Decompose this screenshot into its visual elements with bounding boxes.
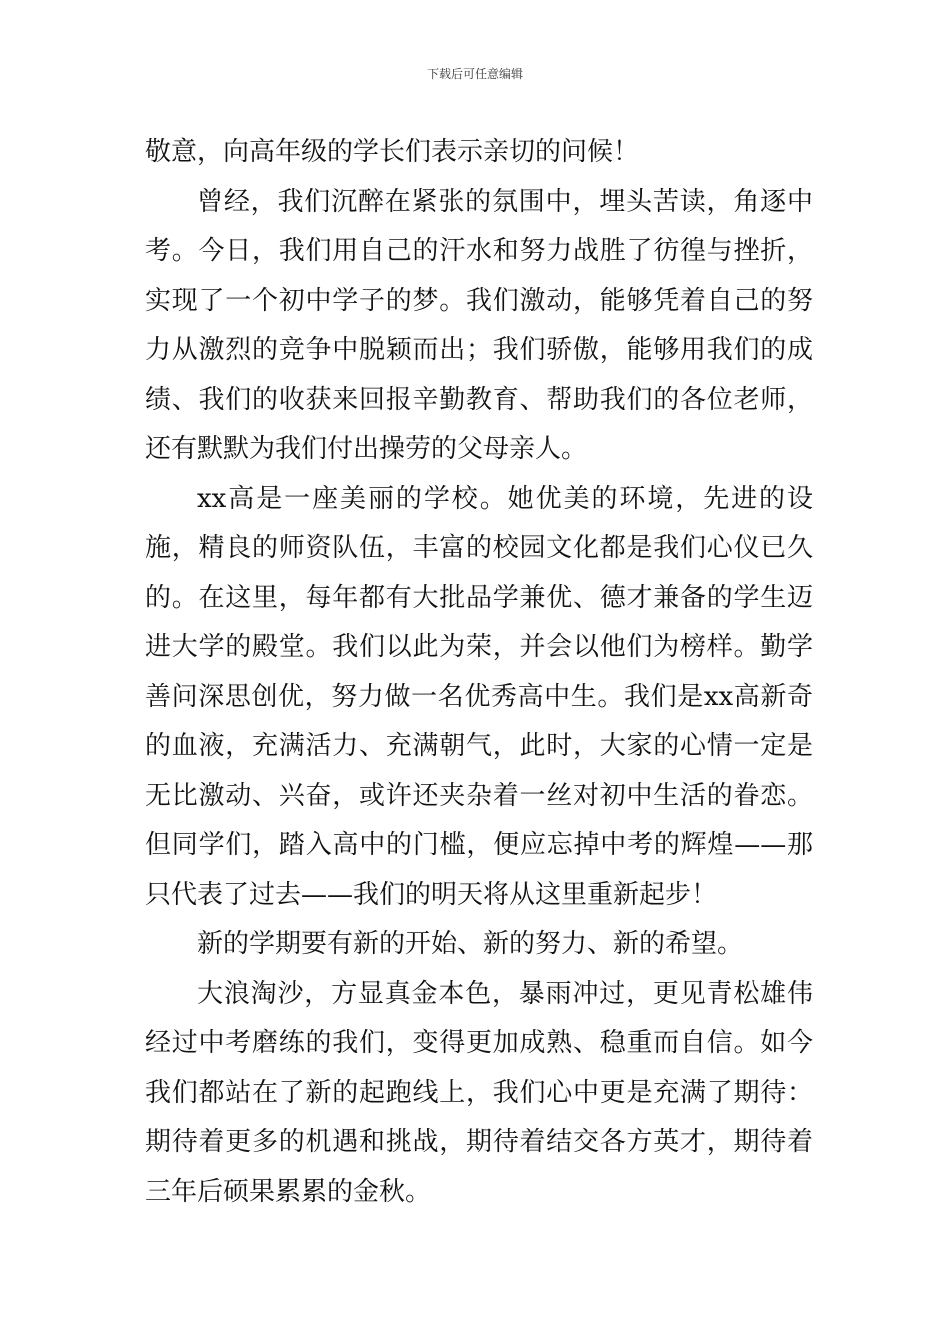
page-header: 下载后可任意编辑 <box>426 67 523 81</box>
paragraph-1: 敬意，向高年级的学长们表示亲切的问候！ <box>145 137 640 167</box>
paragraph-4: 新的学期要有新的开始、新的努力、新的希望。 <box>197 929 744 959</box>
paragraph-5: 大浪淘沙，方显真金本色，暴雨冲过，更见青松雄伟经过中考磨练的我们，变得更加成熟、稳重而自信。如今我们都站在了新的起跑线上，我们心中更是充满了期待：期待着更多的机遇和挑战，期待着结交各方英才，期待着三年后硕果累累的金秋。 <box>145 978 813 1207</box>
paragraph-3: xx高是一座美丽的学校。她优美的环境，先进的设施，精良的师资队伍，丰富的校园文化都是我们心仪已久的。在这里，每年都有大批品学兼优、德才兼备的学生迈进大学的殿堂。我们以此为荣，并会以他们为榜样。勤学善问深思创优，努力做一名优秀高中生。我们是xx高新奇的血液，充满活力、充满朝气，此时，大家的心情一定是无比激动、兴奋，或许还夹杂着一丝对初中生活的眷恋。但同学们，踏入高中的门槛，便应忘掉中考的辉煌——那只代表了过去——我们的明天将从这里重新起步！ <box>145 483 813 910</box>
document-body <box>145 128 813 1217</box>
paragraph-2: 曾经，我们沉醉在紧张的氛围中，埋头苦读，角逐中考。今日，我们用自己的汗水和努力战胜了彷徨与挫折，实现了一个初中学子的梦。我们激动，能够凭着自己的努力从激烈的竞争中脱颖而出；我们骄傲，能够用我们的成绩、我们的收获来回报辛勤教育、帮助我们的各位老师，还有默默为我们付出操劳的父母亲人。 <box>145 186 813 464</box>
